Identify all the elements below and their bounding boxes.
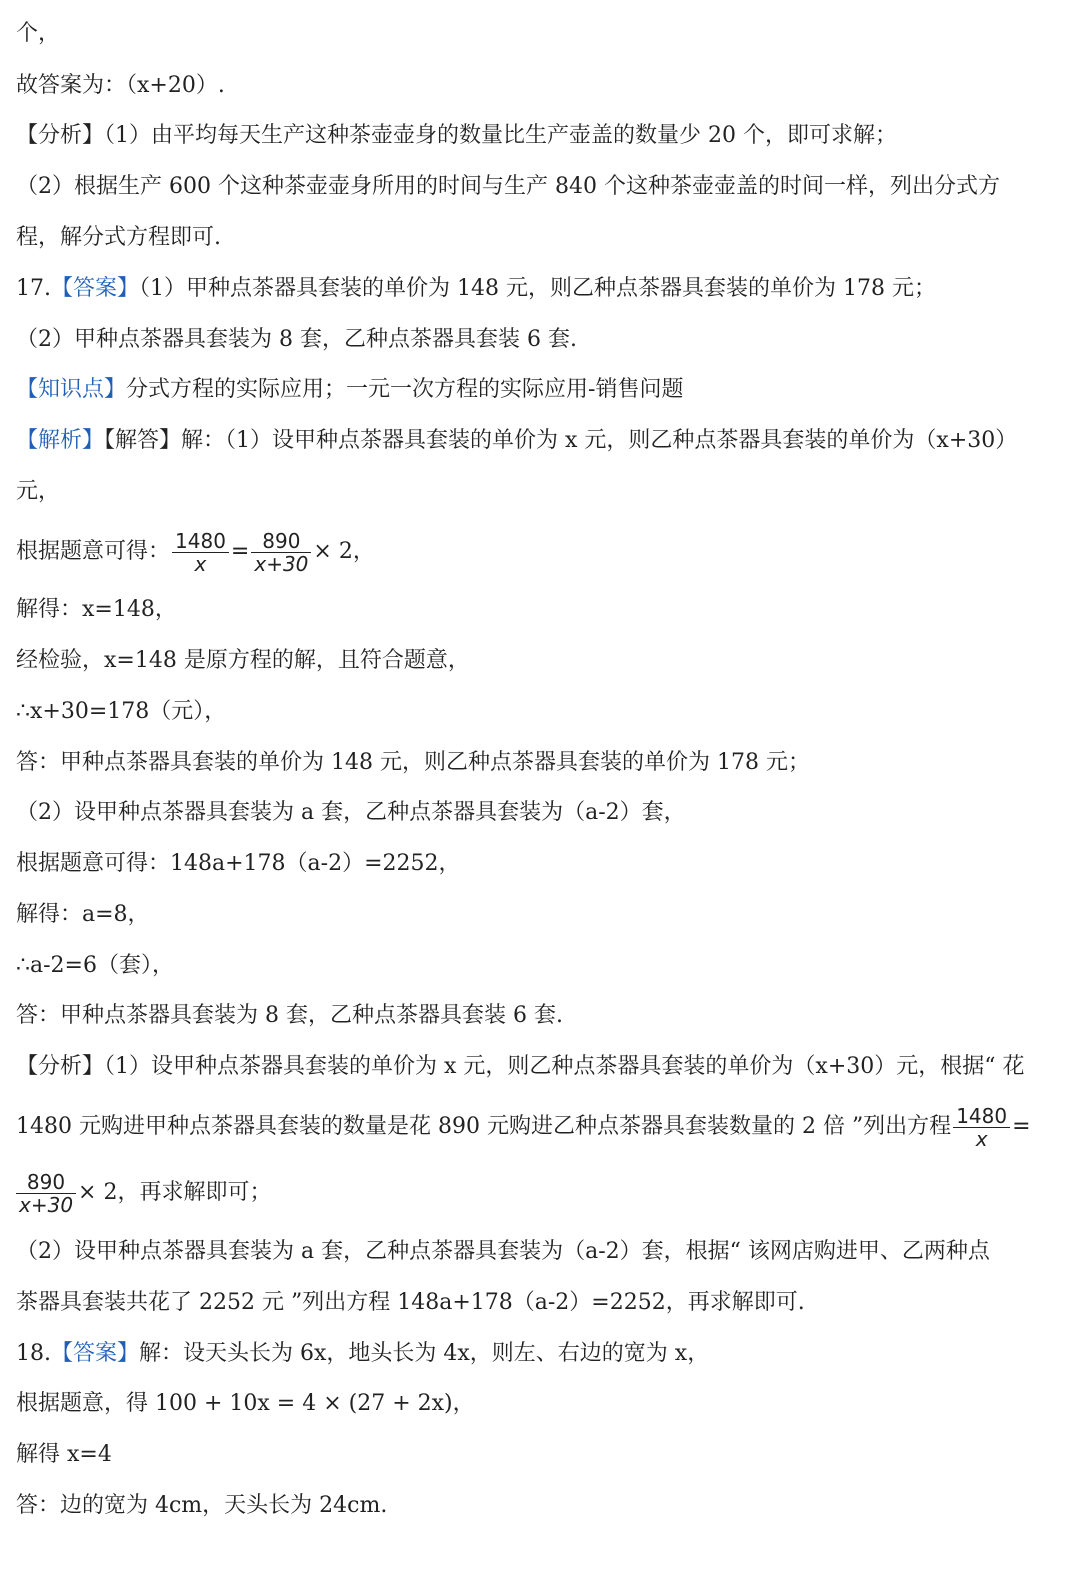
- knowledge-tag: 【知识点】: [16, 377, 127, 402]
- text-line: 经检验，x=148 是原方程的解，且符合题意，: [16, 648, 470, 673]
- analysis-line: 【分析】（1）设甲种点茶器具套装的单价为 x 元，则乙种点茶器具套装的单价为（x+30）元，根据“ 花: [16, 1054, 1025, 1079]
- text-line: 答：甲种点茶器具套装为 8 套，乙种点茶器具套装 6 套.: [16, 1003, 563, 1028]
- text-line: 答：边的宽为 4cm，天头长为 24cm.: [16, 1493, 388, 1518]
- text-line: 茶器具套装共花了 2252 元 ”列出方程 148a+178（a-2）=2252，再求解即可.: [16, 1290, 805, 1315]
- text-line: （2）甲种点茶器具套装为 8 套，乙种点茶器具套装 6 套.: [16, 327, 577, 352]
- text-line: 解得：x=148，: [16, 597, 177, 622]
- text-line: 根据题意，得 100 + 10x = 4 × (27 + 2x)，: [16, 1391, 475, 1416]
- question-number: 17.: [16, 276, 51, 301]
- equation-line: 根据题意可得： $\frac{1480}{x}$ = $\frac{890}{x+30}$ × 2，: [16, 528, 375, 576]
- question-17-answer: 17.【答案】（1）甲种点茶器具套装的单价为 148 元，则乙种点茶器具套装的单价为 178 元；: [16, 276, 936, 301]
- text-line: 解得：a=8，: [16, 902, 150, 927]
- solution-tag: 【解析】: [16, 428, 105, 453]
- answer-tag: 【答案】: [51, 276, 140, 301]
- fraction: $\frac{890}{x+30}$: [251, 530, 311, 575]
- question-number: 18.: [16, 1341, 51, 1366]
- knowledge-point-line: 【知识点】分式方程的实际应用；一元一次方程的实际应用-销售问题: [16, 377, 684, 402]
- text-line: （2）设甲种点茶器具套装为 a 套，乙种点茶器具套装为（a-2）套，根据“ 该网店购进甲、乙两种点: [16, 1239, 990, 1264]
- text-line: 根据题意可得：148a+178（a-2）=2252，: [16, 851, 461, 876]
- fraction: $\frac{1480}{x}$: [953, 1105, 1010, 1150]
- equation-line: $\frac{890}{x+30}$ × 2，再求解即可；: [14, 1168, 1064, 1218]
- text-line: ∴x+30=178（元），: [16, 699, 227, 724]
- text-line: （2）设甲种点茶器具套装为 a 套，乙种点茶器具套装为（a-2）套，: [16, 800, 686, 825]
- text-line: 答：甲种点茶器具套装的单价为 148 元，则乙种点茶器具套装的单价为 178 元；: [16, 750, 810, 775]
- text-line: 解得 x=4: [16, 1442, 112, 1467]
- analysis-line: 【分析】（1）由平均每天生产这种茶壶壶身的数量比生产壶盖的数量少 20 个，即可求解；: [16, 123, 897, 148]
- text-line: ∴a-2=6（套），: [16, 953, 174, 978]
- answer-line: 故答案为：（x+20）.: [16, 73, 225, 98]
- equation-line: 1480 元购进甲种点茶器具套装的数量是花 890 元购进乙种点茶器具套装数量的 2 倍 ”列出方程 $\frac{1480}{x}$ =: [16, 1103, 1031, 1151]
- fraction: $\frac{890}{x+30}$: [16, 1171, 76, 1216]
- text-line: 个，: [16, 21, 61, 46]
- question-18-answer: 18.【答案】解：设天头长为 6x，地头长为 4x，则左、右边的宽为 x，: [16, 1341, 710, 1366]
- text-line: 程，解分式方程即可.: [16, 225, 221, 250]
- fraction: $\frac{1480}{x}$: [172, 530, 229, 575]
- solution-line: 【解析】【解答】解：（1）设甲种点茶器具套装的单价为 x 元，则乙种点茶器具套装的单价为（x+30）: [16, 428, 1018, 453]
- answer-tag: 【答案】: [51, 1341, 140, 1366]
- analysis-tag: 【分析】: [16, 123, 105, 148]
- text-line: 元，: [16, 479, 61, 504]
- analysis-tag: 【分析】: [16, 1054, 105, 1079]
- text-line: （2）根据生产 600 个这种茶壶壶身所用的时间与生产 840 个这种茶壶壶盖的时间一样，列出分式方: [16, 174, 1000, 199]
